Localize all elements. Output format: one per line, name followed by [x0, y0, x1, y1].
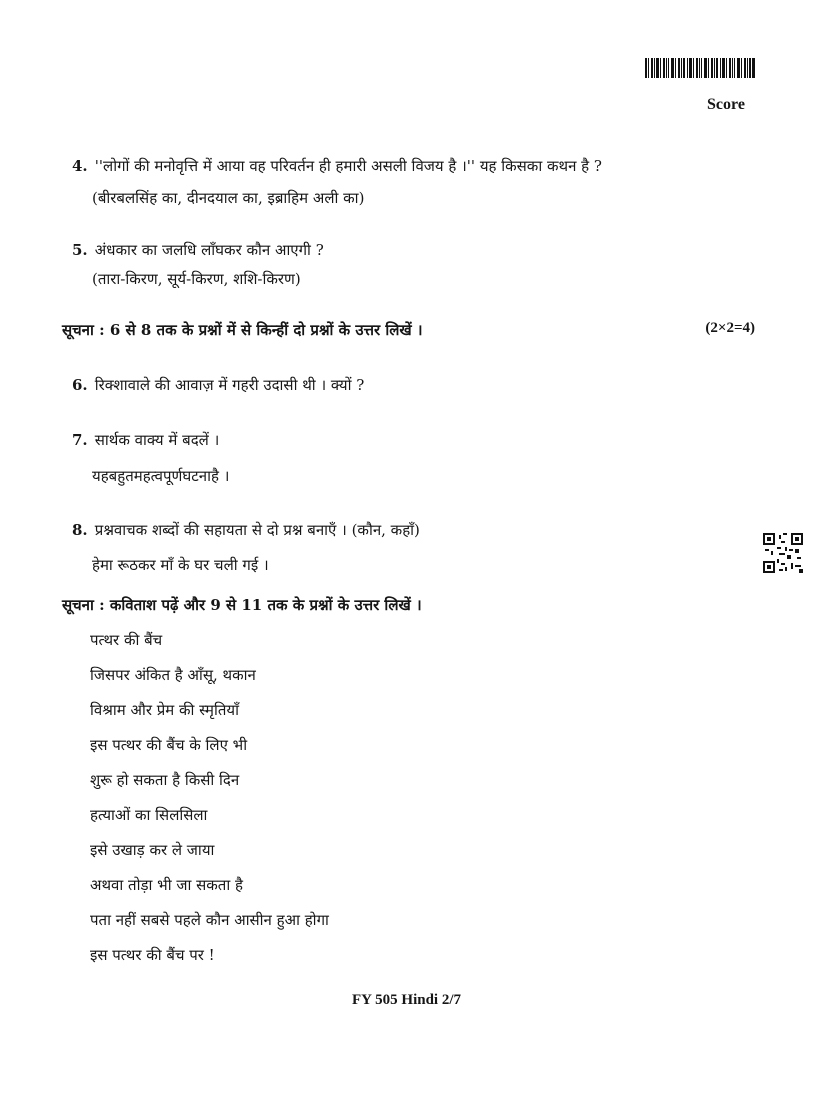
- barcode: [645, 58, 755, 78]
- question-number: 4.: [72, 157, 88, 175]
- question-number: 8.: [72, 521, 88, 539]
- page-footer: FY 505 Hindi 2/7: [351, 992, 462, 1008]
- notice-instructions-9-11: सूचना : कविताश पढ़ें और 9 से 11 तक के प्रश्नों के उत्तर लिखें ।: [62, 596, 422, 614]
- question-text: रिक्शावाले की आवाज़ में गहरी उदासी थी । क्यों ?: [94, 376, 365, 394]
- question-8-sentence: हेमा रूठकर माँ के घर चली गई ।: [92, 556, 269, 574]
- question-number: 7.: [72, 431, 88, 449]
- question-text: सार्थक वाक्य में बदलें ।: [94, 431, 220, 449]
- qr-code: [763, 533, 803, 573]
- poem-line: जिसपर अंकित है आँसू, थकान: [90, 666, 256, 684]
- poem-line: शुरू हो सकता है किसी दिन: [90, 771, 240, 789]
- poem-line: इस पत्थर की बैंच पर !: [90, 946, 215, 964]
- question-number: 6.: [72, 376, 88, 394]
- question-5: [72, 240, 324, 260]
- question-4: [72, 156, 602, 176]
- poem-line: विश्राम और प्रेम की स्मृतियाँ: [90, 701, 239, 719]
- question-text: अंधकार का जलधि लाँघकर कौन आएगी ?: [94, 241, 324, 259]
- poem-line: पत्थर की बैंच: [90, 631, 163, 649]
- poem-line: हत्याओं का सिलसिला: [90, 806, 208, 824]
- question-text: प्रश्नवाचक शब्दों की सहायता से दो प्रश्न बनाएँ । (कौन, कहाँ): [94, 521, 420, 539]
- question-5-options: (तारा-किरण, सूर्य-किरण, शशि-किरण): [92, 270, 301, 288]
- question-6: [72, 375, 364, 395]
- notice-instructions-6-8: सूचना : 6 से 8 तक के प्रश्नों में से किन्हीं दो प्रश्नों के उत्तर लिखें ।: [62, 321, 423, 339]
- question-number: 5.: [72, 241, 88, 259]
- score-label: Score: [707, 96, 745, 113]
- poem-line: इसे उखाड़ कर ले जाया: [90, 841, 215, 859]
- question-7: [72, 430, 219, 450]
- question-4-options: (बीरबलसिंह का, दीनदयाल का, इब्राहिम अली का): [92, 189, 365, 207]
- question-8: [72, 520, 420, 540]
- marks-label: (2×2=4): [705, 320, 755, 336]
- question-text: ''लोगों की मनोवृत्ति में आया वह परिवर्तन ही हमारी असली विजय है ।'' यह किसका कथन है ?: [94, 157, 602, 175]
- question-7-sentence: यहबहुतमहत्वपूर्णघटनाहै ।: [92, 467, 230, 485]
- poem-line: पता नहीं सबसे पहले कौन आसीन हुआ होगा: [90, 911, 329, 929]
- poem-line: अथवा तोड़ा भी जा सकता है: [90, 876, 243, 894]
- poem-line: इस पत्थर की बैंच के लिए भी: [90, 736, 248, 754]
